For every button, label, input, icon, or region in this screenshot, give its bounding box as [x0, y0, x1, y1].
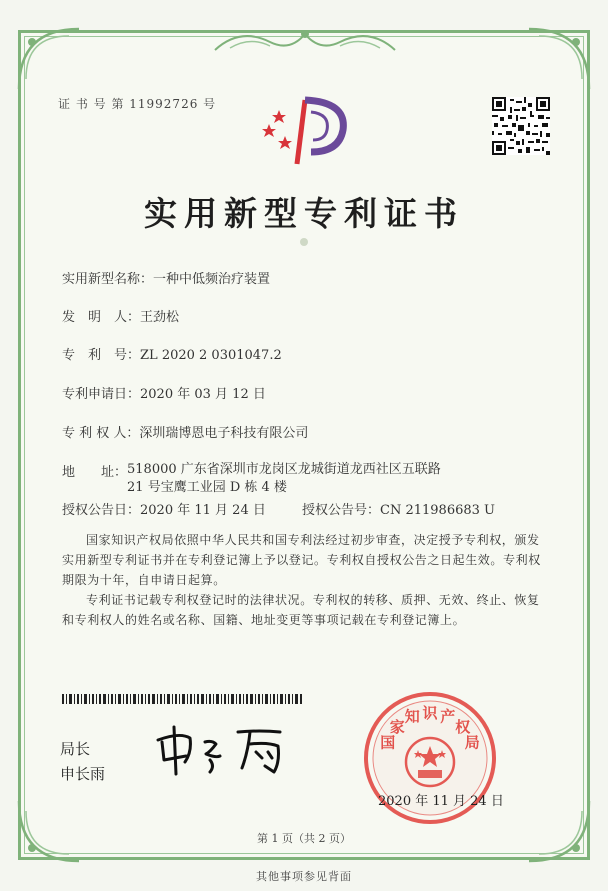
certificate-title: 实用新型专利证书 — [144, 194, 464, 233]
patentee-value: 深圳瑞博恩电子科技有限公司 — [139, 426, 309, 441]
grant-date-value: 2020 年 11 月 24 日 — [140, 503, 266, 518]
grant-date-label: 授权公告日： — [62, 503, 141, 518]
patent-office-logo — [255, 92, 355, 167]
address-row — [62, 461, 457, 497]
patent-number-label: 专 利 号： — [62, 348, 141, 363]
corner-ornament-top-right — [524, 24, 594, 94]
director-signature — [150, 722, 310, 777]
grant-number-label: 授权公告号： — [302, 503, 381, 518]
utility-name-row — [62, 268, 270, 287]
grant-number-row — [302, 499, 495, 518]
director-title: 局长 — [60, 740, 91, 758]
barcode — [62, 689, 302, 699]
inventor-value: 王劲松 — [140, 310, 180, 325]
patentee-label: 专 利 权 人： — [62, 426, 140, 441]
seal-text: 国家知 识 产权局 — [380, 704, 480, 752]
corner-ornament-top-left — [14, 24, 84, 94]
grant-date-row — [62, 499, 266, 518]
inventor-row — [62, 306, 179, 325]
filing-date-label: 专利申请日： — [62, 387, 141, 402]
director-name: 申长雨 — [60, 765, 106, 783]
utility-name-value: 一种中低频治疗装置 — [153, 272, 271, 287]
patent-number-row — [62, 344, 282, 363]
seal-date: 2020 年 11 月 24 日 — [378, 794, 504, 809]
qr-code — [492, 97, 550, 155]
utility-name-label: 实用新型名称： — [62, 272, 154, 287]
inventor-label: 发 明 人： — [62, 310, 141, 325]
patentee-row — [62, 422, 308, 441]
paragraph-legal-status: 专利证书记载专利权登记时的法律状况。专利权的转移、质押、无效、终止、恢复和专利权人的姓名或名称、国籍、地址变更等事项记载在专利登记簿上。 — [62, 593, 540, 627]
paragraph-grant-statement: 国家知识产权局依照中华人民共和国专利法经过初步审查，决定授予专利权，颁发实用新型专利证书并在专利登记簿上予以登记。专利权自授权公告之日起生效。专利权期限为十年，自申请日起算。 — [62, 533, 541, 587]
certificate-number: 证 书 号 第 11992726 号 — [58, 97, 217, 111]
address-value: 518000 广东省深圳市龙岗区龙城街道龙西社区五联路 21 号宝鹰工业园 D 栋 4 楼 — [127, 462, 441, 495]
grant-number-value: CN 211986683 U — [380, 503, 495, 518]
top-ornament — [210, 22, 400, 56]
title-divider-dot — [300, 238, 308, 246]
filing-date-row — [62, 383, 266, 402]
footer-note: 其他事项参见背面 — [256, 870, 352, 883]
page-info: 第 1 页（共 2 页） — [257, 832, 351, 845]
patent-number-value: ZL 2020 2 0301047.2 — [140, 348, 282, 363]
address-label: 地 址： — [62, 465, 128, 480]
filing-date-value: 2020 年 03 月 12 日 — [140, 387, 266, 402]
